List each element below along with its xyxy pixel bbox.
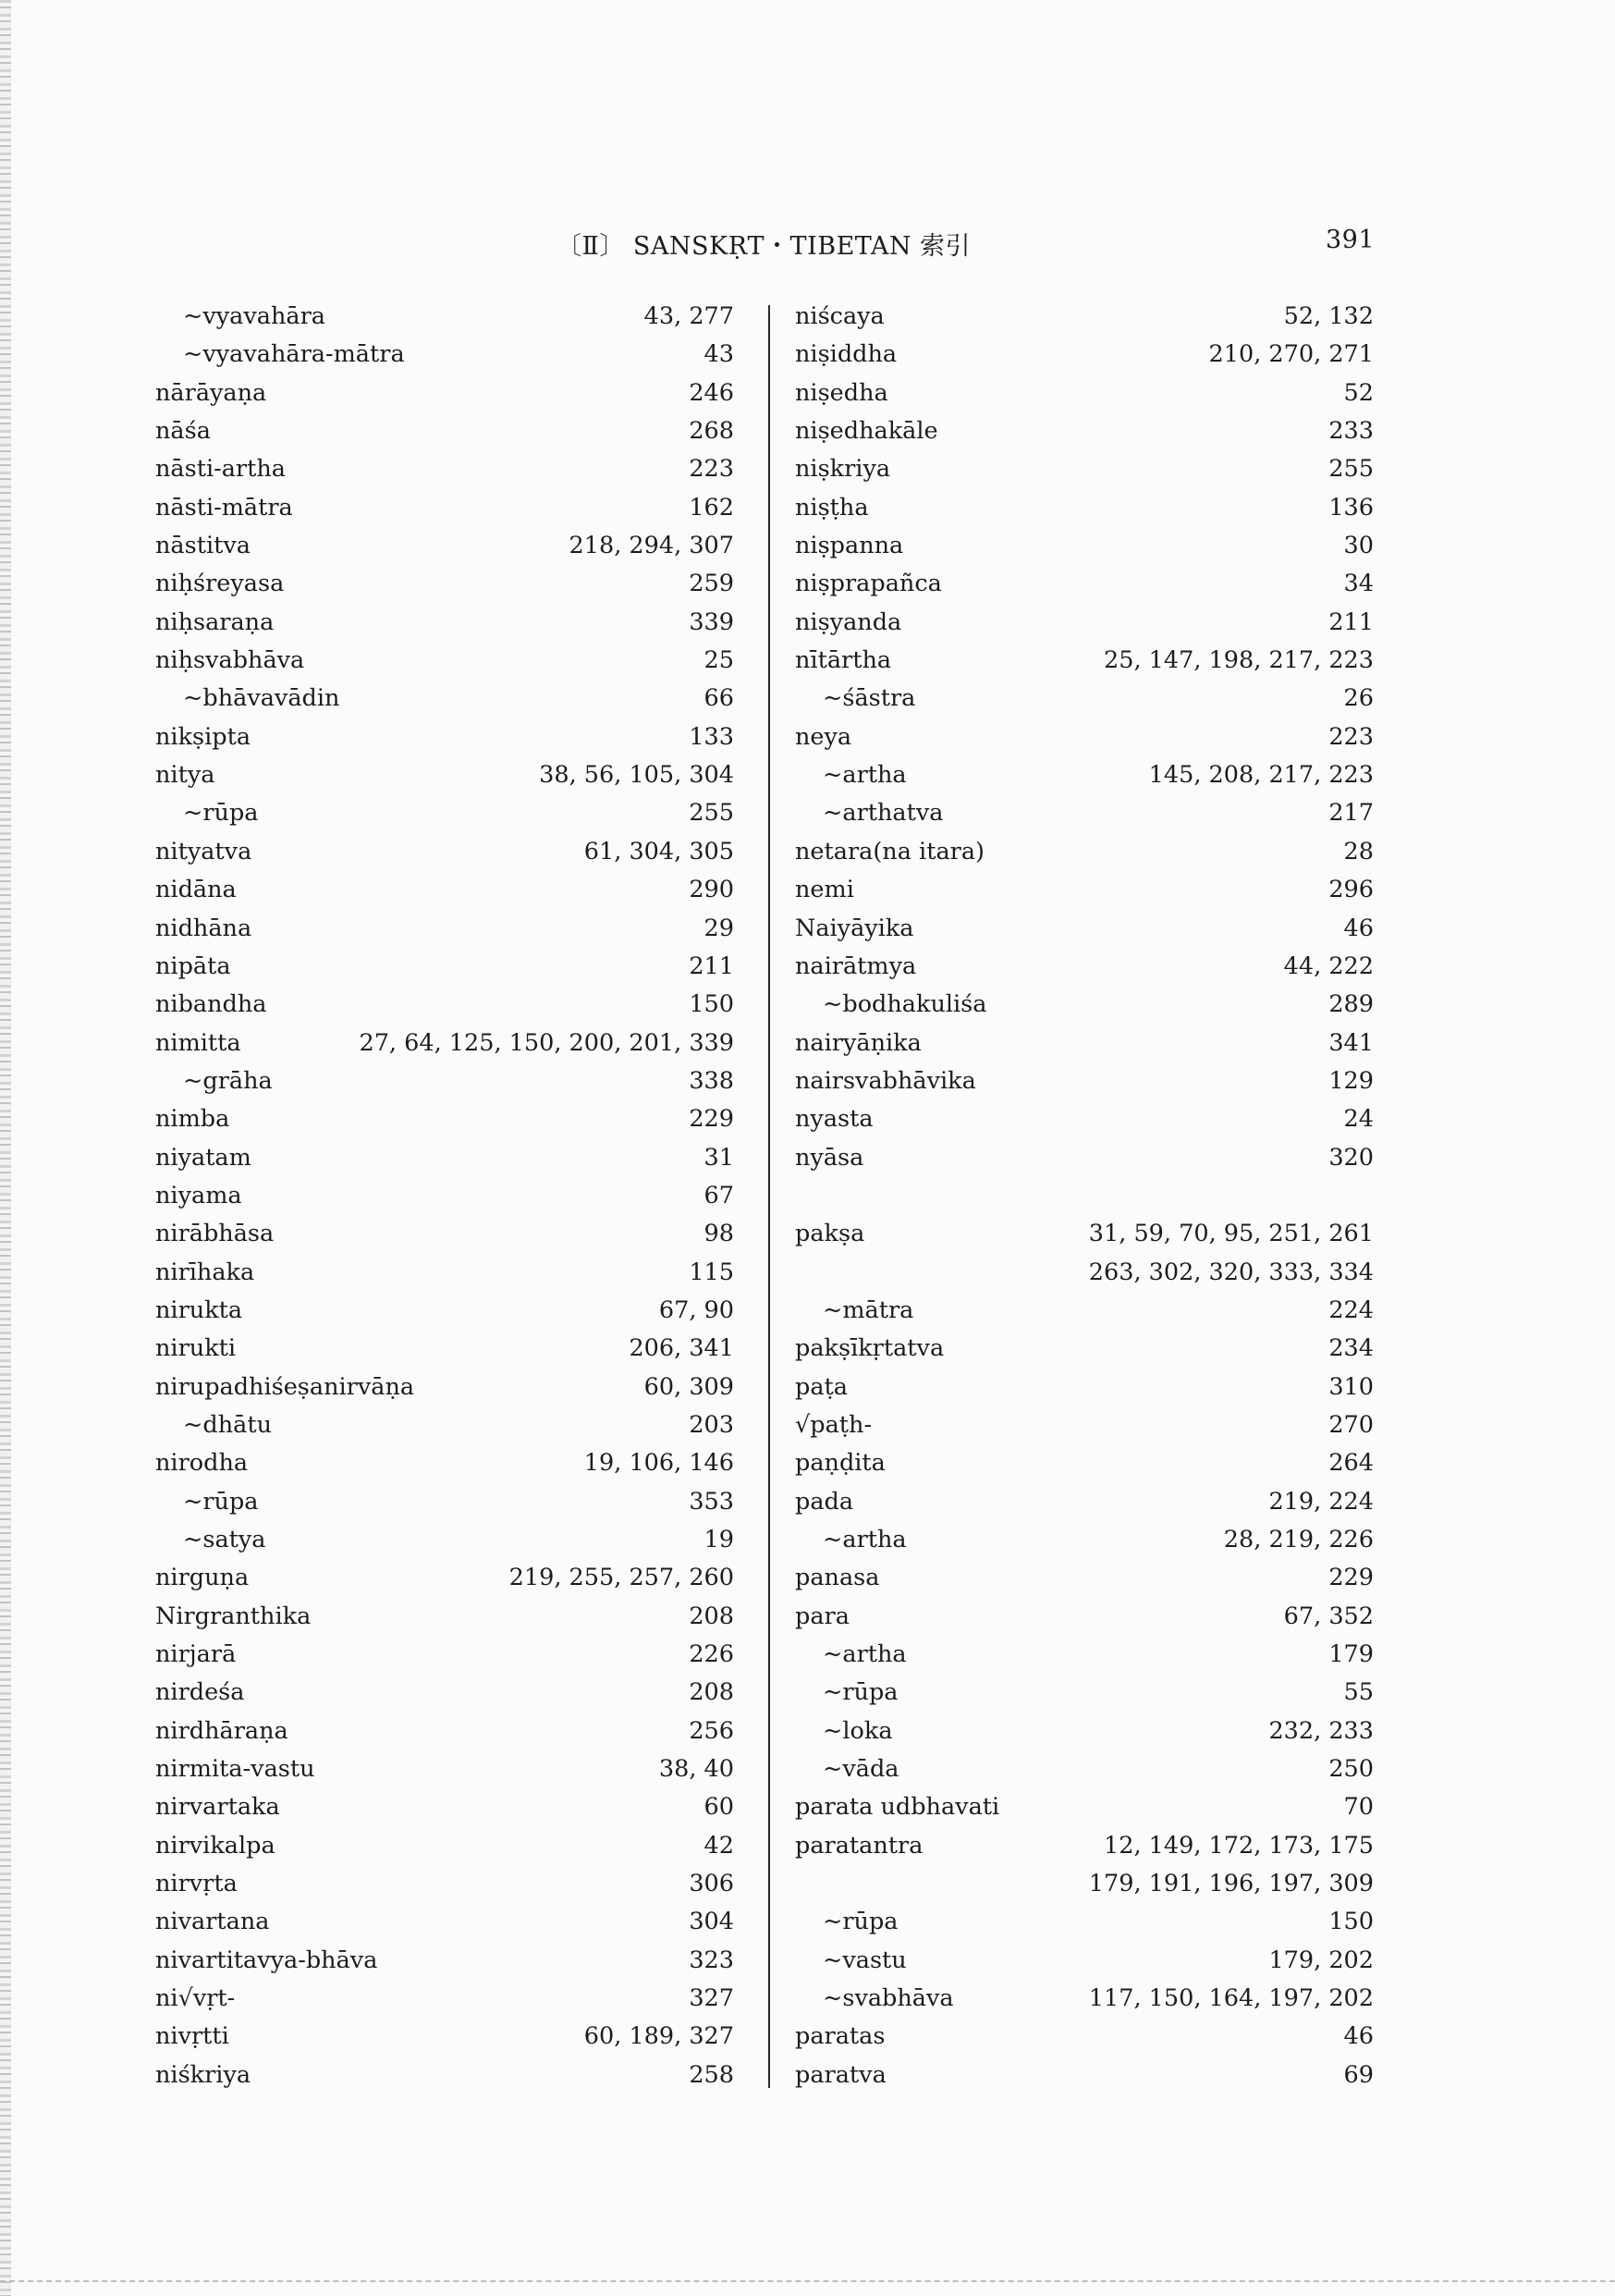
index-entry: [155, 1406, 734, 1444]
column-divider: [768, 305, 770, 2088]
index-entry: [795, 1674, 1374, 1712]
section-gap: [795, 1177, 1374, 1215]
entry-term: ~vyavahāra: [183, 302, 326, 330]
entry-pages: 208: [689, 1678, 734, 1707]
index-entry: [155, 871, 734, 909]
index-entry: [795, 1444, 1374, 1482]
entry-term: nidāna: [155, 876, 237, 904]
index-entry: [155, 1674, 734, 1712]
entry-term: nairātmya: [795, 952, 917, 980]
entry-term: nairyāṇika: [795, 1028, 922, 1057]
index-entry: [795, 1980, 1374, 2018]
entry-pages: 226: [689, 1640, 734, 1669]
index-entry: [155, 1750, 734, 1788]
entry-pages: 206, 341: [629, 1334, 734, 1363]
index-entry: [795, 1254, 1374, 1292]
entry-pages: 310: [1328, 1372, 1374, 1401]
entry-pages: 296: [1328, 876, 1374, 904]
entry-term: neya: [795, 722, 852, 751]
entry-term: ~rūpa: [823, 1678, 899, 1707]
index-entry: [795, 1025, 1374, 1062]
entry-pages: 246: [689, 378, 734, 407]
entry-pages: 19, 106, 146: [583, 1449, 734, 1478]
entry-pages: 67: [704, 1181, 734, 1209]
entry-pages: 211: [689, 952, 734, 980]
index-entry: [155, 374, 734, 412]
index-entry: [795, 1636, 1374, 1674]
entry-term: niyatam: [155, 1143, 251, 1172]
index-entry: [795, 565, 1374, 603]
index-entry: [795, 642, 1374, 680]
entry-term: nikṣipta: [155, 722, 251, 751]
entry-term: Nirgranthika: [155, 1602, 312, 1630]
entry-term: ~rūpa: [183, 1487, 259, 1516]
entry-term: nārāyaṇa: [155, 378, 267, 407]
entry-term: niṣṭha: [795, 493, 869, 522]
index-entry: [795, 794, 1374, 832]
entry-term: ~vāda: [823, 1755, 899, 1784]
index-entry: [795, 336, 1374, 374]
entry-term: ~arthatva: [823, 799, 944, 828]
index-entry: [795, 298, 1374, 336]
entry-term: ~śāstra: [823, 684, 916, 713]
index-entry: [155, 489, 734, 527]
entry-pages: 223: [1328, 722, 1374, 751]
index-entry: [795, 1559, 1374, 1597]
entry-pages: 28, 219, 226: [1223, 1526, 1374, 1553]
entry-term: nityatva: [155, 837, 252, 866]
index-entry: [155, 794, 734, 832]
entry-term: nirvikalpa: [155, 1831, 275, 1860]
index-entry: [155, 1598, 734, 1636]
entry-term: ~artha: [823, 761, 907, 790]
entry-term: paratantra: [795, 1831, 924, 1860]
entry-pages: 203: [689, 1410, 734, 1439]
index-entry: [795, 833, 1374, 871]
index-entry: [155, 450, 734, 488]
entry-term: nītārtha: [795, 646, 892, 675]
index-entry: [795, 1788, 1374, 1826]
entry-pages: 211: [1328, 608, 1374, 636]
index-entry: [155, 680, 734, 718]
entry-term: niṣpanna: [795, 532, 904, 560]
entry-pages: 255: [689, 799, 734, 828]
index-entry: [795, 1406, 1374, 1444]
entry-pages: 179, 191, 196, 197, 309: [1088, 1870, 1374, 1898]
index-entry: [795, 2018, 1374, 2056]
entry-term: nibandha: [155, 990, 267, 1019]
entry-term: ~mātra: [823, 1295, 914, 1324]
entry-term: paratas: [795, 2022, 886, 2051]
entry-pages: 327: [689, 1984, 734, 2013]
index-entry: [155, 1980, 734, 2018]
entry-pages: 133: [689, 722, 734, 751]
entry-pages: 69: [1343, 2060, 1374, 2089]
entry-term: nivartana: [155, 1908, 270, 1936]
index-entry: [155, 948, 734, 986]
index-entry: [155, 298, 734, 336]
entry-term: netara(na itara): [795, 837, 985, 866]
entry-pages: 210, 270, 271: [1208, 340, 1374, 369]
entry-pages: 323: [689, 1946, 734, 1974]
entry-pages: 218, 294, 307: [569, 532, 734, 560]
entry-pages: 43: [704, 340, 734, 369]
entry-pages: 12, 149, 172, 173, 175: [1104, 1831, 1374, 1860]
index-entry: [795, 718, 1374, 756]
index-entry: [155, 910, 734, 948]
entry-pages: 263, 302, 320, 333, 334: [1088, 1258, 1374, 1286]
entry-term: ~artha: [823, 1526, 907, 1553]
entry-pages: 31, 59, 70, 95, 251, 261: [1088, 1220, 1374, 1248]
entry-pages: 25, 147, 198, 217, 223: [1104, 646, 1374, 675]
entry-term: nivartitavya-bhāva: [155, 1946, 378, 1974]
entry-term: niḥsvabhāva: [155, 646, 305, 675]
index-entry: [155, 1254, 734, 1292]
entry-term: ~artha: [823, 1640, 907, 1669]
entry-pages: 232, 233: [1268, 1716, 1374, 1745]
index-entry: [795, 1100, 1374, 1138]
index-entry: [795, 1062, 1374, 1100]
entry-pages: 233: [1328, 417, 1374, 446]
index-entry: [155, 1025, 734, 1062]
index-entry: [795, 1215, 1374, 1253]
entry-pages: 289: [1328, 990, 1374, 1019]
entry-pages: 162: [689, 493, 734, 522]
index-entry: [155, 1865, 734, 1903]
entry-term: nirābhāsa: [155, 1220, 275, 1248]
index-entry: [795, 1521, 1374, 1559]
entry-pages: 52: [1343, 378, 1374, 407]
entry-term: Naiyāyika: [795, 914, 914, 942]
entry-term: nemi: [795, 876, 854, 904]
index-entry: [795, 680, 1374, 718]
entry-pages: 290: [689, 876, 734, 904]
index-entry: [155, 2018, 734, 2056]
entry-pages: 52, 132: [1283, 302, 1374, 330]
entry-term: paratva: [795, 2060, 887, 2089]
entry-term: niṣprapañca: [795, 570, 942, 598]
entry-pages: 208: [689, 1602, 734, 1630]
index-entry: [155, 1215, 734, 1253]
entry-pages: 338: [689, 1066, 734, 1095]
index-entry: [155, 1177, 734, 1215]
entry-term: nirukta: [155, 1295, 243, 1324]
index-entry: [795, 604, 1374, 642]
entry-term: nyasta: [795, 1105, 874, 1134]
entry-pages: 268: [689, 417, 734, 446]
index-entry: [795, 1483, 1374, 1521]
index-entry: [155, 1559, 734, 1597]
index-entry: [155, 833, 734, 871]
index-entry: [155, 1444, 734, 1482]
scan-edge-left: [0, 0, 11, 2296]
index-entry: [795, 1827, 1374, 1865]
entry-pages: 34: [1343, 570, 1374, 598]
entry-pages: 150: [1328, 1908, 1374, 1936]
index-entry: [155, 1483, 734, 1521]
entry-term: panasa: [795, 1564, 880, 1592]
entry-pages: 44, 222: [1283, 952, 1374, 980]
entry-term: para: [795, 1602, 850, 1630]
running-title: 〔Ⅱ〕 SANSKṚT・TIBETAN 索引: [557, 232, 972, 261]
entry-term: nirguṇa: [155, 1564, 250, 1592]
index-entry: [155, 756, 734, 794]
entry-term: niṣiddha: [795, 340, 898, 369]
entry-pages: 46: [1343, 914, 1374, 942]
entry-pages: 219, 224: [1268, 1487, 1374, 1516]
entry-pages: 66: [704, 684, 734, 713]
index-column-left: [155, 298, 734, 2094]
entry-term: nairsvabhāvika: [795, 1066, 976, 1095]
index-entry: [155, 2057, 734, 2094]
entry-term: ~vastu: [823, 1946, 907, 1974]
index-entry: [795, 1942, 1374, 1980]
index-entry: [795, 450, 1374, 488]
entry-pages: 115: [689, 1258, 734, 1286]
index-entry: [795, 1330, 1374, 1368]
entry-pages: 27, 64, 125, 150, 200, 201, 339: [359, 1028, 734, 1057]
index-entry: [795, 1750, 1374, 1788]
entry-pages: 42: [704, 1831, 734, 1860]
entry-pages: 43, 277: [643, 302, 734, 330]
entry-term: pada: [795, 1487, 854, 1516]
index-entry: [155, 1788, 734, 1826]
index-entry: [795, 1292, 1374, 1330]
index-entry: [795, 986, 1374, 1024]
entry-pages: 223: [689, 455, 734, 484]
entry-pages: 339: [689, 608, 734, 636]
entry-pages: 145, 208, 217, 223: [1148, 761, 1374, 790]
index-entry: [155, 718, 734, 756]
entry-pages: 19: [704, 1526, 734, 1553]
entry-pages: 224: [1328, 1295, 1374, 1324]
index-entry: [795, 1865, 1374, 1903]
entry-term: ~rūpa: [823, 1908, 899, 1936]
index-entry: [795, 871, 1374, 909]
entry-pages: 60: [704, 1793, 734, 1822]
index-entry: [155, 1942, 734, 1980]
entry-pages: 229: [1328, 1564, 1374, 1592]
entry-pages: 98: [704, 1220, 734, 1248]
entry-term: ~grāha: [183, 1066, 273, 1095]
entry-term: nirīhaka: [155, 1258, 255, 1286]
index-entry: [795, 527, 1374, 565]
entry-term: niḥśreyasa: [155, 570, 285, 598]
entry-term: nirdhāraṇa: [155, 1716, 288, 1745]
entry-pages: 136: [1328, 493, 1374, 522]
entry-term: nipāta: [155, 952, 231, 980]
entry-pages: 229: [689, 1105, 734, 1134]
entry-term: ~dhātu: [183, 1410, 272, 1439]
entry-pages: 38, 40: [658, 1755, 734, 1784]
index-entry: [155, 1062, 734, 1100]
index-entry: [795, 489, 1374, 527]
index-entry: [795, 1598, 1374, 1636]
entry-term: niṣedha: [795, 378, 888, 407]
entry-term: ~vyavahāra-mātra: [183, 340, 405, 369]
entry-pages: 304: [689, 1908, 734, 1936]
entry-term: niṣkriya: [795, 455, 891, 484]
index-entry: [155, 1903, 734, 1941]
entry-term: niśkriya: [155, 2060, 251, 2089]
entry-pages: 259: [689, 570, 734, 598]
entry-pages: 234: [1328, 1334, 1374, 1363]
page-number: 391: [1326, 226, 1376, 254]
entry-pages: 129: [1328, 1066, 1374, 1095]
entry-term: nirvartaka: [155, 1793, 280, 1822]
index-entry: [795, 910, 1374, 948]
index-entry: [795, 948, 1374, 986]
entry-term: niścaya: [795, 302, 885, 330]
entry-pages: 24: [1343, 1105, 1374, 1134]
entry-pages: 306: [689, 1870, 734, 1898]
entry-pages: 258: [689, 2060, 734, 2089]
entry-pages: 341: [1328, 1028, 1374, 1057]
entry-term: ~bodhakuliśa: [823, 990, 987, 1019]
entry-term: nirukti: [155, 1334, 237, 1363]
index-entry: [155, 1827, 734, 1865]
entry-pages: 179, 202: [1268, 1946, 1374, 1974]
entry-term: nimitta: [155, 1028, 241, 1057]
entry-term: nirjarā: [155, 1640, 237, 1669]
entry-term: ~svabhāva: [823, 1984, 954, 2013]
entry-term: ni√vṛt-: [155, 1984, 236, 2013]
index-entry: [155, 1713, 734, 1750]
entry-pages: 270: [1328, 1410, 1374, 1439]
entry-term: parata udbhavati: [795, 1793, 1000, 1822]
index-column-right: [795, 298, 1374, 2094]
entry-term: nāstitva: [155, 532, 251, 560]
entry-term: nirupadhiśeṣanirvāṇa: [155, 1372, 415, 1401]
entry-pages: 353: [689, 1487, 734, 1516]
entry-pages: 320: [1328, 1143, 1374, 1172]
entry-term: nirvṛta: [155, 1870, 238, 1898]
entry-term: pakṣa: [795, 1220, 865, 1248]
entry-pages: 219, 255, 257, 260: [508, 1564, 734, 1592]
index-entry: [155, 1292, 734, 1330]
entry-pages: 61, 304, 305: [583, 837, 734, 866]
index-entry: [155, 1369, 734, 1406]
index-entry: [795, 1713, 1374, 1750]
entry-term: ~satya: [183, 1526, 266, 1553]
entry-term: paṇḍita: [795, 1449, 886, 1478]
index-entry: [795, 1369, 1374, 1406]
entry-term: ~bhāvavādin: [183, 684, 340, 713]
entry-pages: 179: [1328, 1640, 1374, 1669]
index-entry: [795, 756, 1374, 794]
entry-term: nitya: [155, 761, 215, 790]
entry-term: nāsti-mātra: [155, 493, 293, 522]
entry-pages: 150: [689, 990, 734, 1019]
index-entry: [155, 1330, 734, 1368]
entry-pages: 60, 189, 327: [583, 2022, 734, 2051]
index-entry: [155, 642, 734, 680]
index-entry: [795, 374, 1374, 412]
entry-term: niḥsaraṇa: [155, 608, 275, 636]
index-entry: [155, 565, 734, 603]
entry-pages: 29: [704, 914, 734, 942]
entry-pages: 255: [1328, 455, 1374, 484]
index-entry: [155, 986, 734, 1024]
entry-pages: 67, 352: [1283, 1602, 1374, 1630]
index-entry: [795, 412, 1374, 450]
entry-term: nimba: [155, 1105, 230, 1134]
index-entry: [155, 1636, 734, 1674]
entry-pages: 250: [1328, 1755, 1374, 1784]
index-entry: [155, 1100, 734, 1138]
index-entry: [795, 1139, 1374, 1177]
entry-pages: 264: [1328, 1449, 1374, 1478]
entry-term: ~loka: [823, 1716, 893, 1745]
entry-term: niyama: [155, 1181, 242, 1209]
entry-term: nidhāna: [155, 914, 252, 942]
entry-term: nirmita-vastu: [155, 1755, 315, 1784]
entry-pages: 31: [704, 1143, 734, 1172]
index-entry: [155, 604, 734, 642]
entry-pages: 117, 150, 164, 197, 202: [1088, 1984, 1374, 2013]
index-entry: [155, 412, 734, 450]
entry-pages: 217: [1328, 799, 1374, 828]
entry-term: nāsti-artha: [155, 455, 286, 484]
index-entry: [155, 1139, 734, 1177]
entry-term: nirodha: [155, 1449, 249, 1478]
index-entry: [155, 336, 734, 374]
entry-pages: 38, 56, 105, 304: [539, 761, 734, 790]
scan-edge-bottom: [0, 2280, 1615, 2282]
entry-pages: 46: [1343, 2022, 1374, 2051]
entry-pages: 256: [689, 1716, 734, 1745]
entry-term: nirdeśa: [155, 1678, 245, 1707]
page-header: [0, 226, 1615, 263]
index-entry: [155, 1521, 734, 1559]
entry-term: paṭa: [795, 1372, 848, 1401]
entry-pages: 26: [1343, 684, 1374, 713]
entry-term: niṣedhakāle: [795, 417, 938, 446]
entry-term: pakṣīkṛtatva: [795, 1334, 945, 1363]
entry-term: ~rūpa: [183, 799, 259, 828]
index-entry: [795, 2057, 1374, 2094]
entry-pages: 55: [1343, 1678, 1374, 1707]
entry-pages: 70: [1343, 1793, 1374, 1822]
entry-pages: 67, 90: [658, 1295, 734, 1324]
entry-pages: 28: [1343, 837, 1374, 866]
entry-term: nivṛtti: [155, 2022, 229, 2051]
index-entry: [155, 527, 734, 565]
entry-pages: 60, 309: [643, 1372, 734, 1401]
entry-term: niṣyanda: [795, 608, 902, 636]
entry-term: nāśa: [155, 417, 211, 446]
entry-pages: 30: [1343, 532, 1374, 560]
entry-term: nyāsa: [795, 1143, 864, 1172]
index-entry: [795, 1903, 1374, 1941]
entry-pages: 25: [704, 646, 734, 675]
entry-term: √paṭh-: [795, 1410, 873, 1439]
